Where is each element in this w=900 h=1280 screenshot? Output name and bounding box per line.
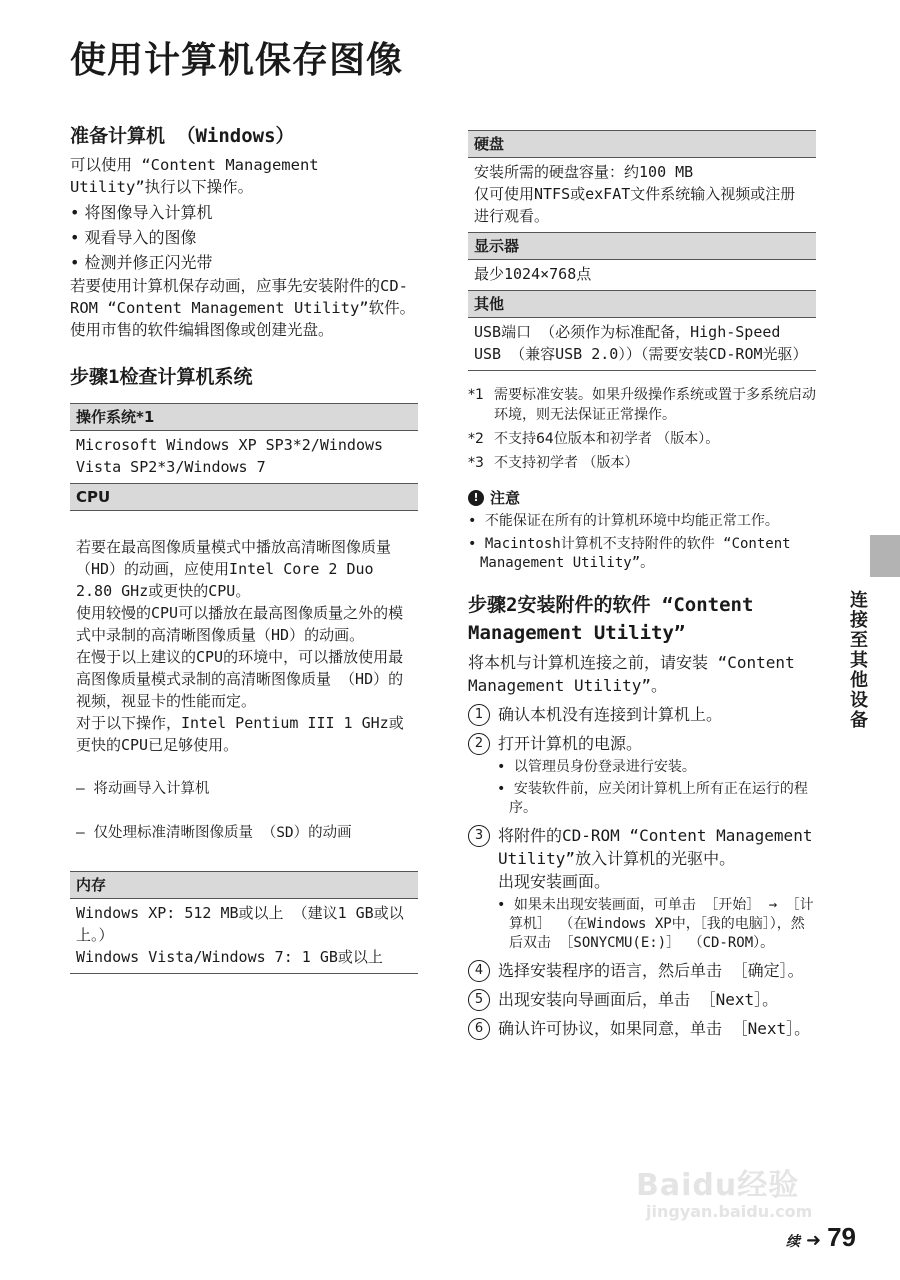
list-item: – 将动画导入计算机 bbox=[76, 781, 210, 797]
step-item bbox=[468, 988, 816, 1011]
page-footer bbox=[786, 1222, 856, 1253]
cpu-value bbox=[70, 511, 418, 872]
step-number: 3 bbox=[468, 825, 490, 847]
system-requirements-table-continued bbox=[468, 130, 816, 370]
prep-intro: 可以使用 “Content Management Utility”执行以下操作。 bbox=[70, 156, 319, 196]
step-item bbox=[468, 959, 816, 982]
footnote-mark: *1 bbox=[468, 387, 484, 403]
os-value: Microsoft Windows XP SP3*2/Windows Vista SP2*3/Windows 7 bbox=[76, 436, 384, 476]
step-sub-item: • 以管理员身份登录进行安装。 bbox=[497, 758, 816, 777]
list-item: • 检测并修正闪光带 bbox=[70, 250, 418, 275]
continued-label: 续 bbox=[785, 1234, 800, 1250]
footnote bbox=[468, 453, 816, 473]
step-text: 打开计算机的电源。 bbox=[498, 734, 643, 753]
step2-intro: 将本机与计算机连接之前，请安装 “Content Management Utility”。 bbox=[468, 653, 795, 695]
step-number: 1 bbox=[468, 704, 490, 726]
watermark-url: jingyan.baidu.com bbox=[646, 1202, 813, 1221]
step-text: 确认许可协议，如果同意，单击 ［Next］。 bbox=[498, 1019, 811, 1038]
memory-header: 内存 bbox=[70, 872, 418, 899]
other-value: USB端口 （必须作为标准配备，High-Speed USB （兼容USB 2.0））（需要安装CD-ROM光驱） bbox=[474, 323, 808, 363]
arrow-right-icon: ➜ bbox=[805, 1230, 822, 1251]
watermark-logo: Baidu经验 bbox=[636, 1168, 800, 1203]
page-title: 使用计算机保存图像 bbox=[70, 40, 404, 81]
chapter-label: 连接至其他设备 bbox=[847, 590, 868, 730]
step-text: 出现安装向导画面后，单击 ［Next］。 bbox=[498, 990, 779, 1009]
footnotes bbox=[468, 385, 816, 473]
os-header: 操作系统*1 bbox=[70, 404, 418, 431]
footnote bbox=[468, 385, 816, 425]
footnote-mark: *3 bbox=[468, 455, 484, 471]
step-text: 将附件的CD-ROM “Content Management Utility”放入计算机的光驱中。 出现安装画面。 bbox=[498, 826, 813, 891]
prep-bullet-list bbox=[70, 200, 418, 275]
cpu-header: CPU bbox=[70, 484, 418, 511]
step2-heading: 步骤2安装附件的软件 “Content Management Utility” bbox=[468, 594, 754, 644]
footnote-text: 不支持初学者 （版本） bbox=[494, 455, 639, 471]
step-number: 5 bbox=[468, 989, 490, 1011]
step-item bbox=[468, 732, 816, 755]
list-item: – 仅处理标准清晰图像质量 （SD）的动画 bbox=[76, 825, 352, 841]
step-text: 确认本机没有连接到计算机上。 bbox=[498, 705, 723, 724]
step-number: 6 bbox=[468, 1018, 490, 1040]
hdd-value: 安装所需的硬盘容量：约100 MB 仅可使用NTFS或exFAT文件系统输入视频或注册进行观看。 bbox=[474, 163, 796, 225]
chapter-tab bbox=[870, 535, 900, 577]
prep-heading: 准备计算机 （Windows） bbox=[70, 125, 295, 147]
step-item bbox=[468, 1017, 816, 1040]
page-number: 79 bbox=[827, 1222, 856, 1252]
table-divider bbox=[70, 973, 418, 974]
hdd-header: 硬盘 bbox=[468, 131, 816, 158]
step-text: 选择安装程序的语言，然后单击 ［确定］。 bbox=[498, 961, 804, 980]
warning-icon: ! bbox=[468, 490, 484, 506]
footnote bbox=[468, 429, 816, 449]
step-sub-item: • 安装软件前，应关闭计算机上所有正在运行的程序。 bbox=[497, 780, 816, 818]
watermark bbox=[636, 1160, 812, 1221]
memory-value: Windows XP: 512 MB或以上 （建议1 GB或以上。） Windows Vista/Windows 7: 1 GB或以上 bbox=[76, 904, 404, 966]
list-item: • 观看导入的图像 bbox=[70, 225, 418, 250]
note-heading bbox=[468, 487, 816, 508]
note-title: 注意 bbox=[490, 489, 521, 507]
step-number: 2 bbox=[468, 733, 490, 755]
left-column bbox=[70, 122, 418, 974]
install-steps bbox=[468, 703, 816, 1040]
prep-paragraph: 使用市售的软件编辑图像或创建光盘。 bbox=[70, 321, 334, 339]
cpu-text: 若要在最高图像质量模式中播放高清晰图像质量 （HD）的动画，应使用Intel Core 2 Duo 2.80 GHz或更快的CPU。 使用较慢的CPU可以播放在最高图像质量之外的模式中录制的高清晰图像质量（HD）的动画。 在慢于以上建议的CPU的环境中，可以播放使用最高图像质量模式录制的高清晰图像质量 （HD）的视频，视显卡的性能而定。 对于以下操作，Intel Pentium III 1 GHz或更快的CPU已足够使用。 bbox=[76, 538, 404, 754]
step-item bbox=[468, 824, 816, 893]
step1-heading: 步骤1检查计算机系统 bbox=[70, 366, 253, 388]
step-sub-item: • 如果未出现安装画面，可单击 ［开始］ → ［计算机］ （在Windows XP中，［我的电脑］），然后双击 ［SONYCMU(E:)］ （CD-ROM）。 bbox=[497, 896, 816, 953]
step-item bbox=[468, 703, 816, 726]
list-item: • 将图像导入计算机 bbox=[70, 200, 418, 225]
prep-paragraph: 若要使用计算机保存动画，应事先安装附件的CD-ROM “Content Management Utility”软件。 bbox=[70, 277, 416, 317]
display-header: 显示器 bbox=[468, 233, 816, 260]
step-number: 4 bbox=[468, 960, 490, 982]
right-column bbox=[468, 130, 816, 1040]
display-value: 最少1024×768点 bbox=[474, 265, 592, 283]
other-header: 其他 bbox=[468, 291, 816, 318]
footnote-text: 不支持64位版本和初学者 （版本）。 bbox=[494, 431, 720, 447]
note-item: • 不能保证在所有的计算机环境中均能正常工作。 bbox=[468, 512, 816, 531]
system-requirements-table bbox=[70, 403, 418, 973]
table-divider bbox=[468, 370, 816, 371]
note-item: • Macintosh计算机不支持附件的软件 “Content Management Utility”。 bbox=[468, 535, 816, 573]
footnote-text: 需要标准安装。如果升级操作系统或置于多系统启动环境，则无法保证正常操作。 bbox=[494, 387, 816, 423]
footnote-mark: *2 bbox=[468, 431, 484, 447]
